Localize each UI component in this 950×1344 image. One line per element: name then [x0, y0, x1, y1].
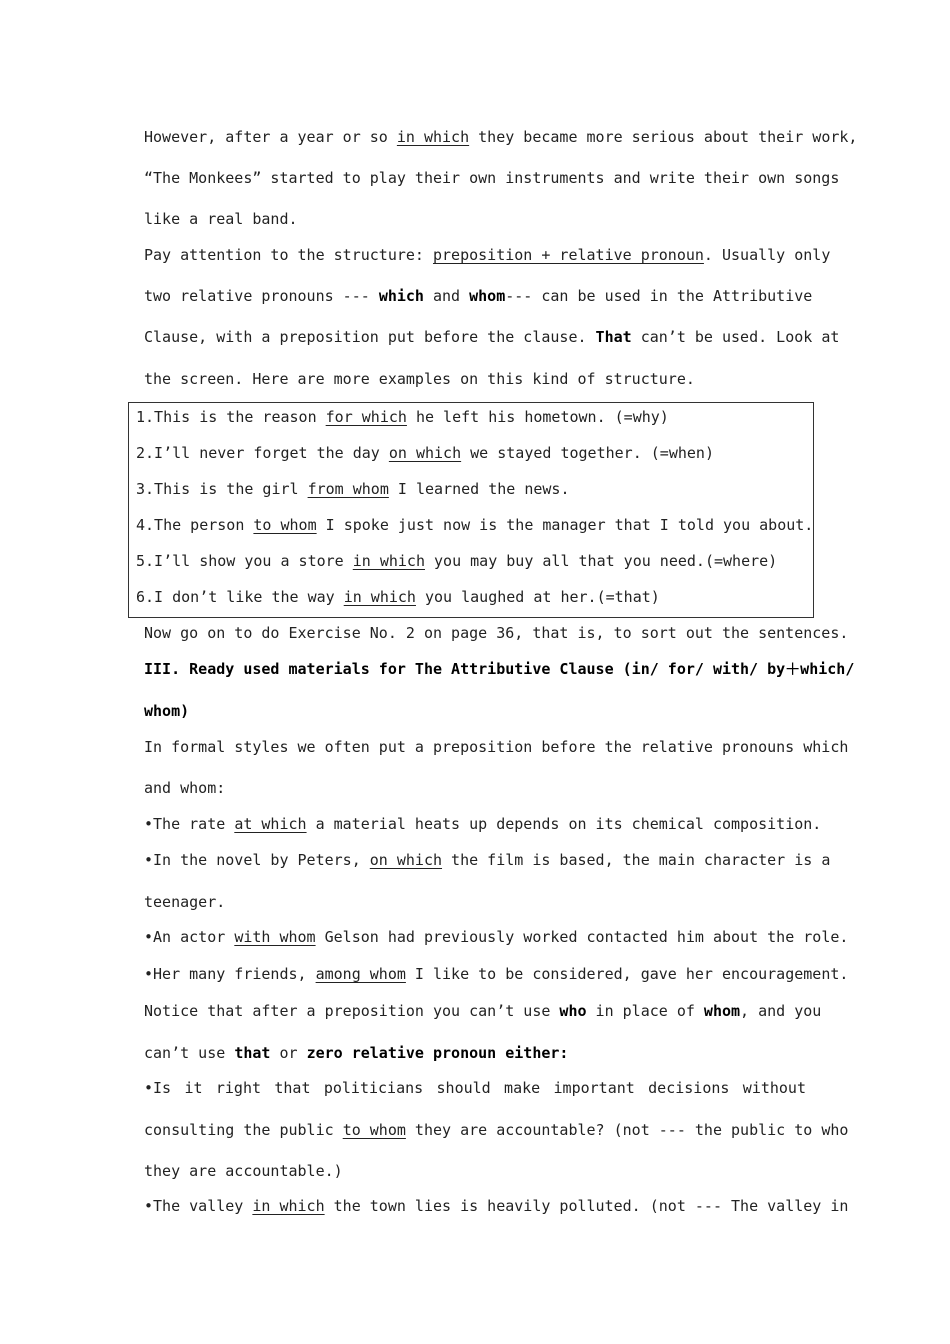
bullet-item	[144, 814, 822, 834]
underlined-phrase: in which	[252, 1197, 325, 1215]
notice-line-2	[144, 1043, 806, 1063]
text: the town lies is heavily polluted. (not --- The valley in	[324, 1197, 849, 1215]
text: I learned the news.	[388, 480, 570, 498]
text: . Usually only	[703, 246, 831, 264]
underlined-phrase: among whom	[315, 965, 406, 983]
section-heading-cont: whom)	[144, 702, 190, 720]
text: you may buy all that you need.(=where)	[425, 552, 778, 570]
text: can’t use	[144, 1044, 235, 1062]
text: two relative pronouns ---	[144, 287, 379, 305]
text: However, after a year or so	[144, 128, 397, 146]
text: they became more serious about their work,	[469, 128, 858, 146]
text: in place of	[586, 1002, 704, 1020]
text: Pay attention to the structure:	[144, 246, 433, 264]
underlined-phrase: in which	[343, 588, 416, 606]
examples-box	[128, 402, 814, 618]
bullet-item	[144, 850, 831, 870]
text: 3.This is the girl	[136, 480, 308, 498]
text: •The rate	[144, 815, 235, 833]
notice-line-1	[144, 1001, 822, 1021]
underlined-phrase: on which	[388, 444, 462, 462]
formal-line-2: and whom:	[144, 779, 226, 797]
bullet-item-cont	[144, 1120, 849, 1140]
bullet-item	[144, 927, 849, 947]
bullet-item	[144, 1196, 849, 1216]
text: consulting the public	[144, 1121, 343, 1139]
p2-line-4: the screen. Here are more examples on this kind of structure.	[144, 370, 695, 388]
text: I spoke just now is the manager that I told you about.	[316, 516, 814, 534]
underlined-phrase: for which	[325, 408, 407, 426]
p2-line-3	[144, 327, 840, 347]
text: a material heats up depends on its chemical composition.	[306, 815, 822, 833]
p1-line-3: like a real band.	[144, 210, 298, 228]
bold-word: who	[559, 1002, 587, 1020]
p1-line-1	[144, 127, 858, 147]
text: we stayed together. (=when)	[461, 444, 714, 462]
bullet-item-cont: teenager.	[144, 893, 226, 911]
text: •Her many friends,	[144, 965, 316, 983]
example-item	[136, 587, 660, 607]
p2-line-1	[144, 245, 831, 265]
underlined-phrase: at which	[234, 815, 307, 833]
underlined-phrase: on which	[369, 851, 443, 869]
text: 6.I don’t like the way	[136, 588, 344, 606]
text: 5.I’ll show you a store	[136, 552, 353, 570]
underlined-phrase: in which	[352, 552, 425, 570]
text: 2.I’ll never forget the day	[136, 444, 389, 462]
bold-word: which	[378, 287, 424, 305]
p2-line-2	[144, 286, 813, 306]
text: •In the novel by Peters,	[144, 851, 370, 869]
example-item	[136, 407, 669, 427]
text: , and you	[740, 1002, 822, 1020]
example-item	[136, 443, 714, 463]
example-item	[136, 515, 813, 535]
section-heading: III. Ready used materials for The Attributive Clause (in/ for/ with/ by＋which/	[144, 660, 855, 678]
bold-word: whom	[703, 1002, 741, 1020]
text: he left his hometown. (=why)	[406, 408, 669, 426]
bold-word: That	[595, 328, 632, 346]
example-item	[136, 479, 570, 499]
underlined-phrase: preposition + relative pronoun	[432, 246, 704, 264]
example-item	[136, 551, 777, 571]
bullet-item-cont: they are accountable.)	[144, 1162, 343, 1180]
exercise-line: Now go on to do Exercise No. 2 on page 36, that is, to sort out the sentences.	[144, 624, 849, 642]
text: Clause, with a preposition put before the clause.	[144, 328, 596, 346]
text: Gelson had previously worked contacted him about the role.	[315, 928, 849, 946]
text: 1.This is the reason	[136, 408, 326, 426]
text: •An actor	[144, 928, 235, 946]
text: 4.The person	[136, 516, 254, 534]
text: they are accountable? (not --- the public to who	[405, 1121, 849, 1139]
text: you laughed at her.(=that)	[415, 588, 660, 606]
p1-line-2: “The Monkees” started to play their own instruments and write their own songs	[144, 169, 840, 187]
underlined-phrase: to whom	[342, 1121, 406, 1139]
underlined-phrase: in which	[396, 128, 470, 146]
text: --- can be used in the Attributive	[505, 287, 813, 305]
text: and	[423, 287, 470, 305]
bullet-item	[144, 964, 849, 984]
text: •The valley	[144, 1197, 253, 1215]
bullet-item: •Is it right that politicians should make important decisions without	[144, 1079, 806, 1097]
underlined-phrase: to whom	[253, 516, 317, 534]
bold-word: zero relative pronoun either:	[306, 1044, 569, 1062]
text: can’t be used. Look at	[631, 328, 840, 346]
formal-line-1: In formal styles we often put a preposition before the relative pronouns which	[144, 738, 849, 756]
text: Notice that after a preposition you can’t use	[144, 1002, 560, 1020]
text: or	[270, 1044, 307, 1062]
underlined-phrase: with whom	[234, 928, 316, 946]
text: the film is based, the main character is a	[442, 851, 831, 869]
bold-word: that	[234, 1044, 271, 1062]
text: I like to be considered, gave her encouragement.	[405, 965, 849, 983]
underlined-phrase: from whom	[307, 480, 389, 498]
bold-word: whom	[469, 287, 506, 305]
